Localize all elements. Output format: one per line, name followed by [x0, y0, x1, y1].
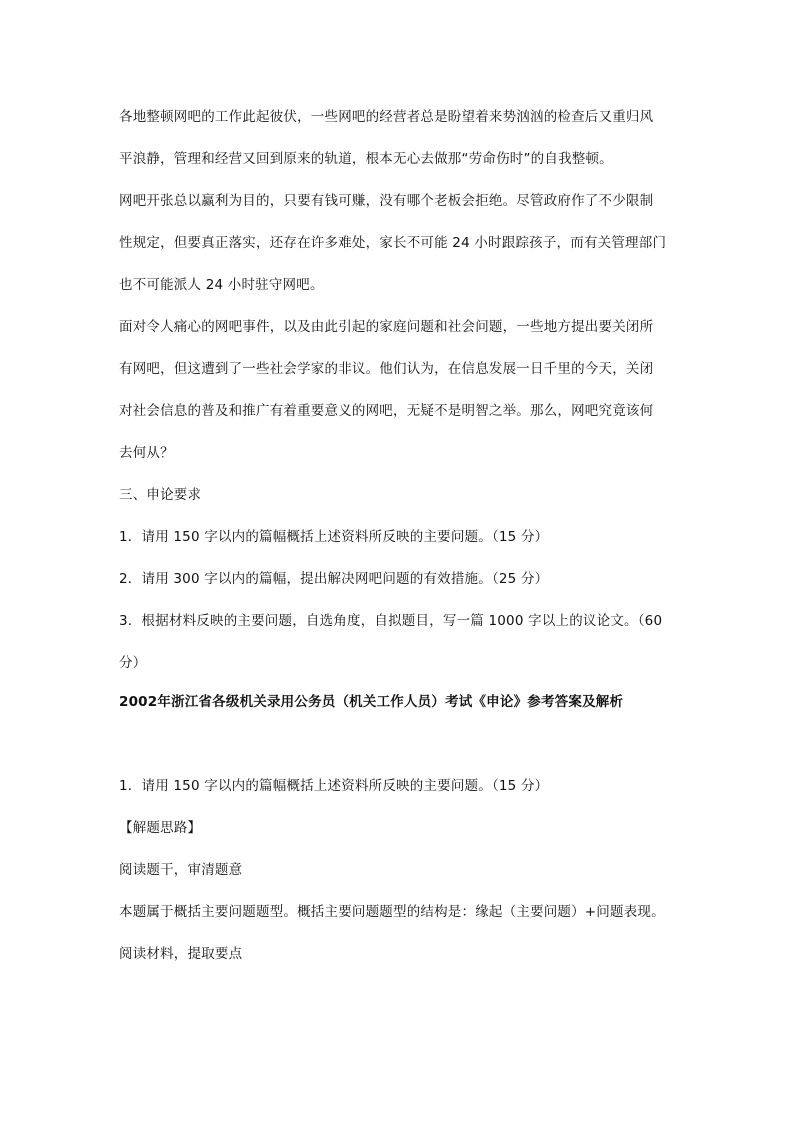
paragraph-line: 各地整顿网吧的工作此起彼伏，一些网吧的经营者总是盼望着来势汹汹的检查后又重归风 [119, 109, 654, 125]
answer-question: 1．请用 150 字以内的篇幅概括上述资料所反映的主要问题。（15 分） [119, 778, 549, 794]
paragraph-line: 有网吧，但这遭到了一些社会学家的非议。他们认为，在信息发展一日千里的今天，关闭 [119, 361, 654, 377]
paragraph-line: 性规定，但要真正落实，还存在许多难处，家长不可能 24 小时跟踪孩子，而有关管理部门 [119, 235, 667, 251]
paragraph-line: 平浪静，管理和经营又回到原来的轨道，根本无心去做那“劳命伤时”的自我整顿。 [119, 151, 613, 167]
answer-subheading: 【解题思路】 [119, 820, 202, 836]
requirement-item: 1．请用 150 字以内的篇幅概括上述资料所反映的主要问题。（15 分） [119, 529, 549, 545]
section-heading: 三、申论要求 [119, 487, 202, 503]
paragraph-line: 去何从？ [119, 445, 174, 461]
answer-line: 本题属于概括主要问题题型。概括主要问题题型的结构是：缘起（主要问题）+问题表现。 [119, 904, 665, 920]
answer-heading: 2002年浙江省各级机关录用公务员（机关工作人员）考试《申论》参考答案及解析 [119, 694, 624, 710]
paragraph-line: 面对令人痛心的网吧事件，以及由此引起的家庭问题和社会问题，一些地方提出要关闭所 [119, 319, 654, 335]
requirement-item: 3．根据材料反映的主要问题，自选角度，自拟题目，写一篇 1000 字以上的议论文。（60 [119, 613, 663, 629]
answer-line: 阅读材料，提取要点 [119, 946, 243, 962]
answer-line: 阅读题干，审清题意 [119, 862, 243, 878]
requirement-item-continuation: 分） [119, 655, 147, 671]
paragraph-line: 对社会信息的普及和推广有着重要意义的网吧，无疑不是明智之举。那么，网吧究竟该何 [119, 403, 654, 419]
requirement-item: 2．请用 300 字以内的篇幅，提出解决网吧问题的有效措施。（25 分） [119, 571, 549, 587]
paragraph-line: 网吧开张总以赢利为目的，只要有钱可赚，没有哪个老板会拒绝。尽管政府作了不少限制 [119, 193, 654, 209]
paragraph-line: 也不可能派人 24 小时驻守网吧。 [119, 277, 324, 293]
